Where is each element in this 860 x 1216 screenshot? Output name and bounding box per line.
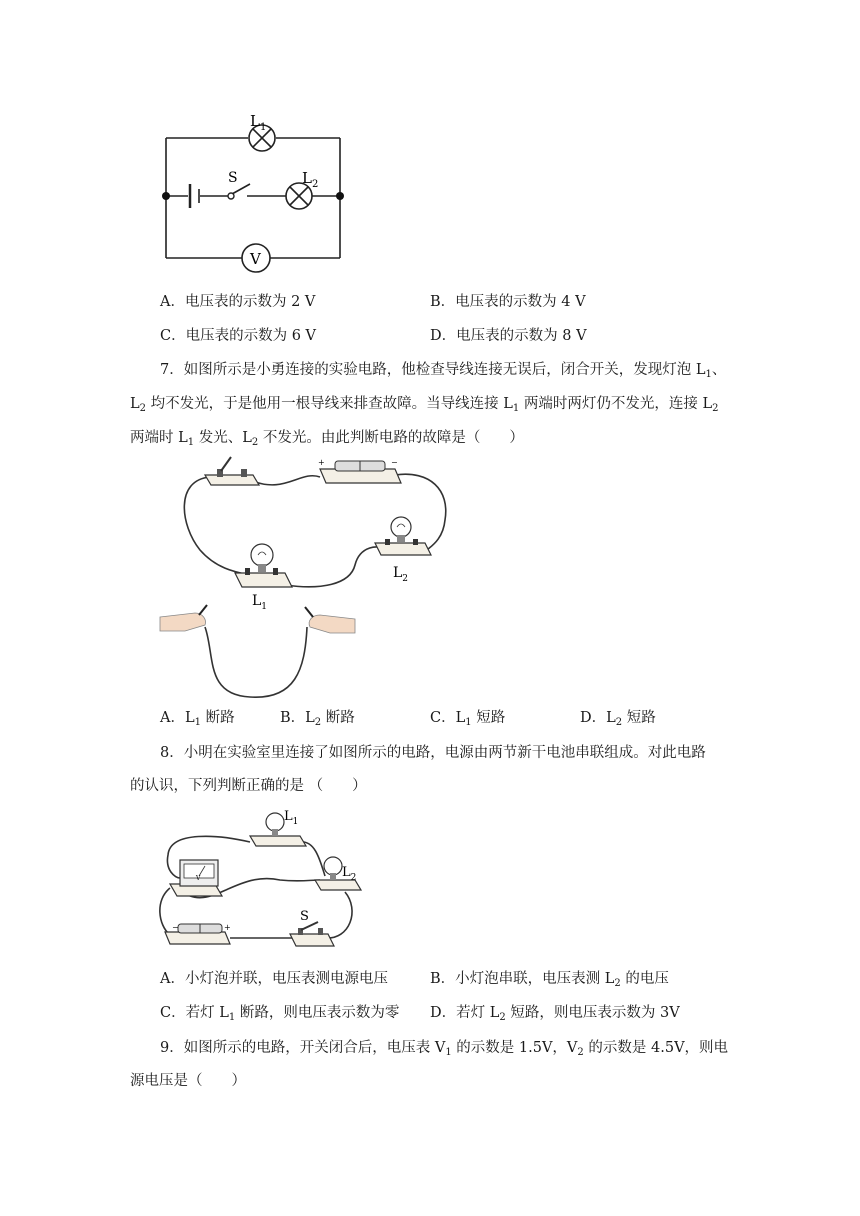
svg-text:+: + xyxy=(318,458,325,467)
q7-option-b: B．$L_2$ 断路 xyxy=(280,710,355,728)
q7-battery-icon xyxy=(318,458,401,483)
q8-option-b: B．小灯泡串联，电压表测 $L_2$ 的电压 xyxy=(430,971,669,989)
q7-option-a: A．$L_1$ 断路 xyxy=(160,710,235,728)
q8-stem-line1: 8．小明在实验室里连接了如图所示的电路，电源由两节新干电池串联组成。对此电路 xyxy=(160,745,706,761)
q8-label-l2: $L_2$ xyxy=(342,865,357,883)
q8-label-l1: $L_1$ xyxy=(284,809,299,827)
q7-label-l1: $L_1$ xyxy=(252,593,268,612)
q6-option-c: C．电压表的示数为 6 V xyxy=(160,328,317,344)
q7-circuit-illustration xyxy=(155,455,465,705)
q7-option-d: D．$L_2$ 短路 xyxy=(580,710,656,728)
q8-option-c: C．若灯 $L_1$ 断路，则电压表示数为零 xyxy=(160,1005,400,1023)
q8-option-a: A．小灯泡并联，电压表测电源电压 xyxy=(160,971,388,987)
q8-battery-icon xyxy=(165,923,231,944)
svg-text:V: V xyxy=(196,875,201,882)
q6-label-v: V xyxy=(250,250,261,268)
q8-circuit-illustration xyxy=(150,800,370,960)
q6-option-a: A．电压表的示数为 2 V xyxy=(160,294,316,310)
q8-option-d: D．若灯 $L_2$ 短路，则电压表示数为 3V xyxy=(430,1005,680,1023)
q7-option-c: C．$L_1$ 短路 xyxy=(430,710,506,728)
q7-label-l2: $L_2$ xyxy=(393,565,409,584)
q8-switch-icon xyxy=(290,922,334,946)
q9-stem-line1: 9．如图所示的电路，开关闭合后，电压表 $V_1$ 的示数是 1.5V，$V_2$ 的示数是 4.5V，则电 xyxy=(160,1040,729,1058)
q7-switch-icon xyxy=(205,457,259,485)
q7-hand-right-icon xyxy=(305,607,355,633)
q6-label-l2: $L_2$ xyxy=(302,169,319,190)
q7-hand-left-icon xyxy=(160,605,207,631)
q7-lamp-l2-icon xyxy=(375,517,431,555)
q6-option-b: B．电压表的示数为 4 V xyxy=(430,294,586,310)
svg-text:−: − xyxy=(172,923,179,932)
q9-stem-line2: 源电压是（ ） xyxy=(130,1073,246,1089)
q7-stem-line2: $L_2$ 均不发光，于是他用一根导线来排查故障。当导线连接 $L_1$ 两端时两灯仍不发光，连接 $L_2$ xyxy=(130,396,719,414)
q6-label-l1: $L_1$ xyxy=(250,112,267,133)
svg-text:+: + xyxy=(224,923,231,932)
q8-label-s: S xyxy=(300,909,309,924)
q7-stem-line3: 两端时 $L_1$ 发光、$L_2$ 不发光。由此判断电路的故障是（ ） xyxy=(130,430,524,448)
q6-label-s: S xyxy=(228,170,238,186)
q6-circuit-diagram xyxy=(150,108,360,278)
q7-lamp-l1-icon xyxy=(235,544,292,587)
q8-stem-line2: 的认识，下列判断正确的是 （ ） xyxy=(130,778,367,794)
q6-option-d: D．电压表的示数为 8 V xyxy=(430,328,587,344)
q7-stem-line1: 7．如图所示是小勇连接的实验电路，他检查导线连接无误后，闭合开关，发现灯泡 $L_1$、 xyxy=(160,362,727,380)
svg-text:−: − xyxy=(391,458,398,467)
